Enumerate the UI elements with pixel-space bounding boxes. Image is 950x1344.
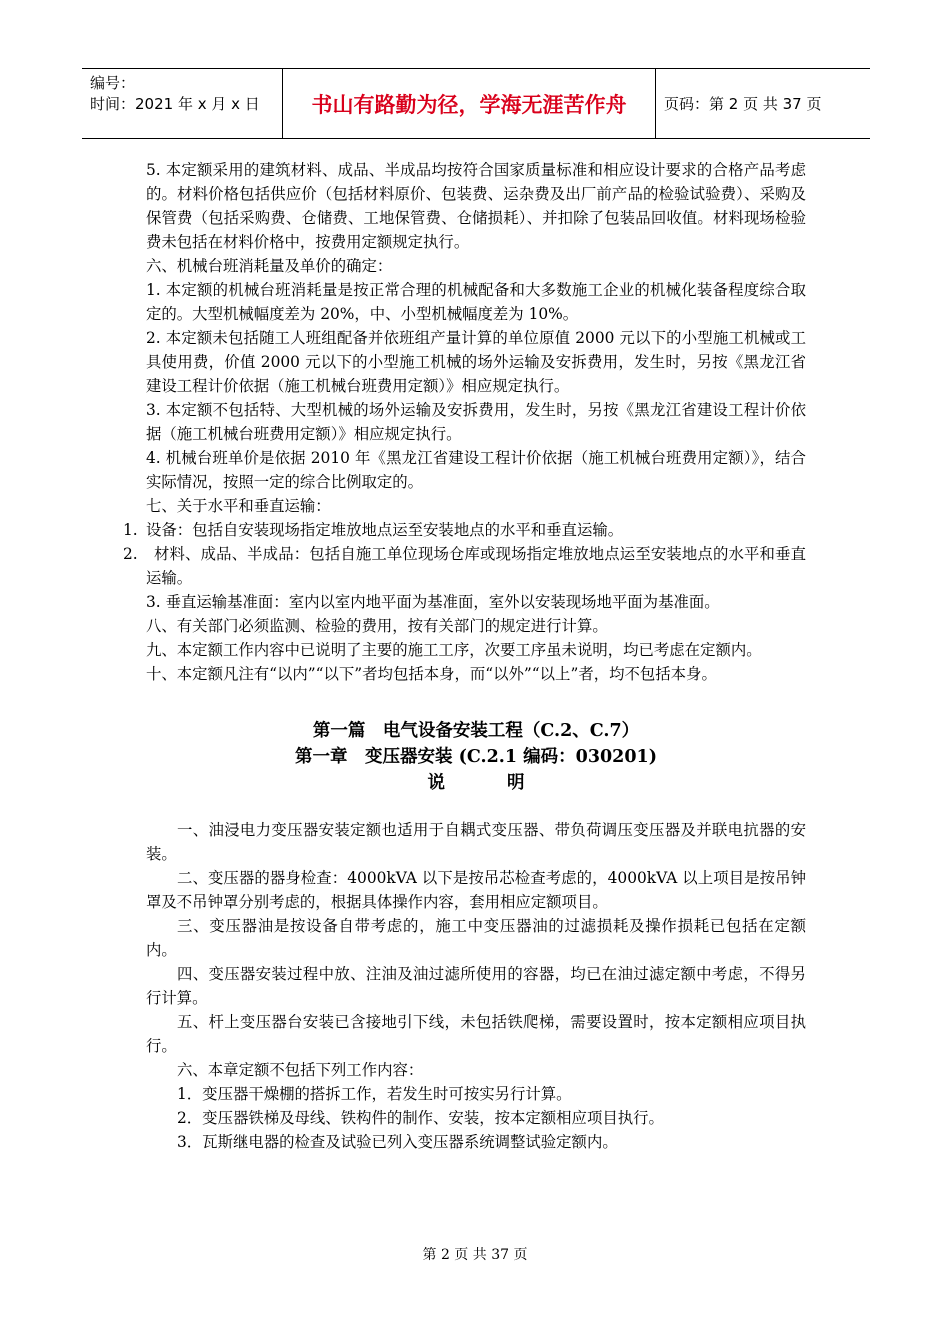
explanation-heading: [146, 770, 806, 796]
list-text: 设备：包括自安装现场指定堆放地点运至安装地点的水平和垂直运输。: [146, 521, 624, 539]
page-header: [82, 68, 870, 139]
list-text: 材料、成品、半成品：包括自施工单位现场仓库或现场指定堆放地点运至安装地点的水平和垂直运输。: [146, 545, 806, 587]
explain-char-1: 说: [427, 773, 445, 793]
document-body: [123, 158, 806, 1154]
part-title: 第一篇 电气设备安装工程（C.2、C.7）: [312, 721, 640, 741]
paragraph: 1．变压器干燥棚的搭拆工作，若发生时可按实另行计算。: [177, 1085, 572, 1103]
paragraph: 三、变压器油是按设备自带考虑的，施工中变压器油的过滤损耗及操作损耗已包括在定额内。: [146, 917, 806, 959]
paragraph: 九、本定额工作内容中已说明了主要的施工工序，次要工序虽未说明，均已考虑在定额内。: [146, 641, 762, 659]
paragraph: 四、变压器安装过程中放、注油及油过滤所使用的容器，均已在油过滤定额中考虑，不得另行计算。: [146, 965, 806, 1007]
explain-char-2: 明: [507, 773, 525, 793]
paragraph: 1. 本定额的机械台班消耗量是按正常合理的机械配备和大多数施工企业的机械化装备程度综合取定的。大型机械幅度差为 20%，中、小型机械幅度差为 10%。: [146, 281, 806, 323]
list-marker: 2.: [123, 545, 138, 563]
paragraph: 六、本章定额不包括下列工作内容：: [177, 1061, 424, 1079]
paragraph: 一、油浸电力变压器安装定额也适用于自耦式变压器、带负荷调压变压器及并联电抗器的安装。: [146, 821, 806, 863]
section-heading: 六、机械台班消耗量及单价的确定：: [146, 257, 393, 275]
motto: 书山有路勤为径，学海无涯苦作舟: [282, 69, 656, 138]
number-label: 编号：: [90, 74, 136, 92]
paragraph: 4. 机械台班单价是依据 2010 年《黑龙江省建设工程计价依据（施工机械台班费用定额）》，结合实际情况，按照一定的综合比例取定的。: [146, 449, 806, 491]
paragraph: 八、有关部门必须监测、检验的费用，按有关部门的规定进行计算。: [146, 617, 608, 635]
paragraph: 二、变压器的器身检查：4000kVA 以下是按吊芯检查考虑的，4000kVA 以上项目是按吊钟罩及不吊钟罩分别考虑的，根据具体操作内容，套用相应定额项目。: [146, 869, 806, 911]
page-label: 页码：第 2 页 共 37 页: [664, 95, 822, 113]
list-item: [123, 542, 806, 590]
paragraph: 十、本定额凡注有“以内”“以下”者均包括本身，而“以外”“以上”者，均不包括本身。: [146, 665, 717, 683]
time-label: 时间：2021 年 x 月 x 日: [90, 95, 260, 113]
paragraph: 3. 垂直运输基准面：室内以室内地平面为基准面，室外以安装现场地平面为基准面。: [146, 593, 720, 611]
paragraph: 2．变压器铁梯及母线、铁构件的制作、安装，按本定额相应项目执行。: [177, 1109, 664, 1127]
paragraph: 2. 本定额未包括随工人班组配备并依班组产量计算的单位原值 2000 元以下的小型施工机械或工具使用费，价值 2000 元以下的小型施工机械的场外运输及安拆费用，发生时，另按《黑龙江省建设工程计价依据（施工机械台班费用定额）》相应规定执行。: [146, 329, 806, 395]
section-heading: 七、关于水平和垂直运输：: [146, 497, 331, 515]
page-footer: 第 2 页 共 37 页: [422, 1247, 528, 1263]
list-marker: 1.: [123, 521, 138, 539]
paragraph: 5. 本定额采用的建筑材料、成品、半成品均按符合国家质量标准和相应设计要求的合格产品考虑的。材料价格包括供应价（包括材料原价、包装费、运杂费及出厂前产品的检验试验费）、采购及保管费（包括采购费、仓储费、工地保管费、仓储损耗）、并扣除了包装品回收值。材料现场检验费未包括在材料价格中，按费用定额规定执行。: [146, 161, 806, 251]
paragraph: 3．瓦斯继电器的检查及试验已列入变压器系统调整试验定额内。: [177, 1133, 618, 1151]
header-meta: [82, 69, 282, 138]
paragraph: 五、杆上变压器台安装已含接地引下线，未包括铁爬梯，需要设置时，按本定额相应项目执行。: [146, 1013, 806, 1055]
list-item: [123, 518, 806, 542]
chapter-title: 第一章 变压器安装 (C.2.1 编码：030201): [295, 747, 657, 767]
paragraph: 3. 本定额不包括特、大型机械的场外运输及安拆费用，发生时，另按《黑龙江省建设工程计价依据（施工机械台班费用定额）》相应规定执行。: [146, 401, 806, 443]
